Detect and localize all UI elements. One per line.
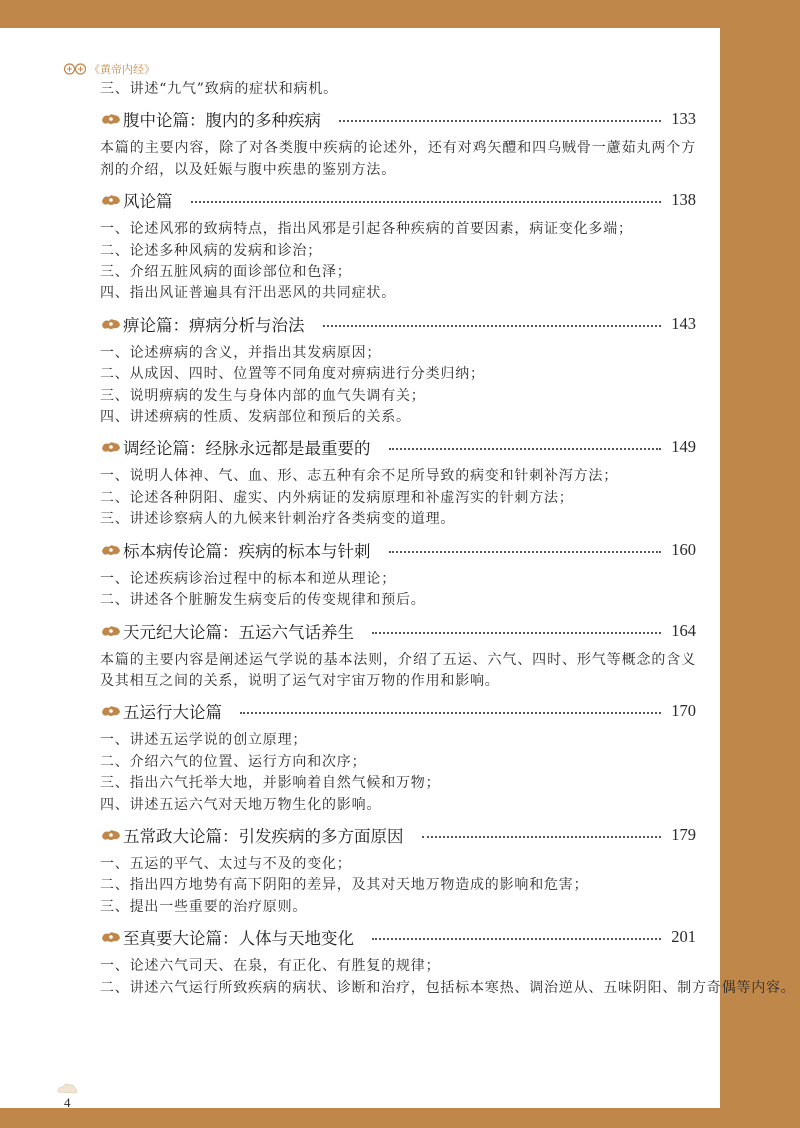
toc-entry-point: 一、说明人体神、气、血、形、志五种有余不足所导致的病变和针刺补泻方法； [100, 468, 618, 485]
cloud-bullet-icon [101, 318, 121, 330]
cloud-bullet-icon [101, 194, 121, 206]
toc-content [100, 79, 796, 999]
toc-entry-point: 一、论述疾病诊治过程中的标本和逆从理论； [100, 570, 396, 587]
toc-entry-title: 痹论篇：痹病分析与治法 [123, 315, 305, 335]
running-head [64, 61, 155, 77]
toc-entry-point: 四、指出风证普遍具有汗出恶风的共同症状。 [100, 285, 396, 302]
toc-entry-point: 二、从成因、四时、位置等不同角度对痹病进行分类归纳； [100, 366, 485, 383]
dot-leader [323, 325, 662, 327]
toc-entry-summary: 本篇的主要内容，除了对各类腹中疾病的论述外，还有对鸡矢醴和四乌贼骨一藘茹丸两个方剂的介绍，以及妊娠与腹中疾患的鉴别方法。 [100, 140, 696, 178]
toc-entry-page: 149 [671, 437, 696, 457]
toc-entry-title: 五运行大论篇 [123, 703, 222, 723]
toc-entry-point: 二、讲述六气运行所致疾病的病状、诊断和治疗，包括标本寒热、调治逆从、五味阴阳、制方奇偶等内容。 [100, 979, 796, 996]
dot-leader [389, 551, 662, 553]
toc-entry-heading[interactable] [101, 612, 696, 650]
toc-entry-page: 179 [671, 824, 696, 844]
toc-entry-heading[interactable] [101, 692, 696, 730]
cloud-bullet-icon [101, 441, 121, 453]
toc-entry-title: 天元纪大论篇：五运六气话养生 [123, 622, 354, 642]
toc-entry-point: 三、介绍五脏风病的面诊部位和色泽； [100, 264, 352, 281]
toc-entry-heading[interactable] [101, 918, 696, 956]
cloud-bullet-icon [101, 113, 121, 125]
toc-entry-title: 五常政大论篇：引发疾病的多方面原因 [123, 826, 404, 846]
cloud-bullet-icon [101, 931, 121, 943]
toc-sections [100, 100, 796, 999]
toc-entry-point: 二、指出四方地势有高下阴阳的差异，及其对天地万物造成的影响和危害； [100, 877, 589, 894]
toc-entry-point: 三、提出一些重要的治疗原则。 [100, 898, 308, 915]
toc-entry-page: 201 [671, 927, 696, 947]
toc-entry-title: 标本病传论篇：疾病的标本与针刺 [123, 541, 371, 561]
dot-leader [422, 836, 662, 838]
toc-entry-point: 一、论述风邪的致病特点，指出风邪是引起各种疾病的首要因素，病证变化多端； [100, 221, 633, 238]
toc-entry-point: 二、论述多种风病的发病和诊治； [100, 242, 322, 259]
toc-entry-point: 二、论述各种阴阳、虚实、内外病证的发病原理和补虚泻实的针刺方法； [100, 489, 574, 506]
toc-entry-summary: 本篇的主要内容是阐述运气学说的基本法则，介绍了五运、六气、四时、形气等概念的含义及其相互之间的关系，说明了运气对宇宙万物的作用和影响。 [100, 651, 696, 689]
cloud-bullet-icon [101, 625, 121, 637]
toc-entry-point: 四、讲述五运六气对天地万物生化的影响。 [100, 796, 382, 813]
toc-entry-title: 至真要大论篇：人体与天地变化 [123, 929, 354, 949]
toc-entry-heading[interactable] [101, 100, 696, 138]
toc-entry-point: 四、讲述痹病的性质、发病部位和预后的关系。 [100, 409, 411, 426]
toc-entry-point: 一、论述六气司天、在泉，有正化、有胜复的规律； [100, 958, 441, 975]
toc-entry-page: 160 [671, 539, 696, 559]
dot-leader [372, 938, 661, 940]
dot-leader [191, 201, 662, 203]
cloud-bullet-icon [101, 544, 121, 556]
book-page [0, 28, 796, 1110]
dot-leader [240, 712, 661, 714]
toc-entry-point: 三、讲述诊察病人的九候来针刺治疗各类病变的道理。 [100, 511, 456, 528]
toc-entry-point: 一、讲述五运学说的创立原理； [100, 732, 308, 749]
toc-entry-page: 143 [671, 313, 696, 333]
toc-entry-page: 133 [671, 109, 696, 129]
intro-line: 三、讲述“九气”致病的症状和病机。 [100, 81, 338, 97]
toc-entry-point: 二、介绍六气的位置、运行方向和次序； [100, 753, 367, 770]
toc-entry-page: 170 [671, 701, 696, 721]
toc-entry-heading[interactable] [101, 181, 696, 219]
toc-entry-page: 164 [671, 620, 696, 640]
cloud-bullet-icon [101, 705, 121, 717]
running-head-title: 《黄帝内经》 [89, 63, 155, 76]
page-number: 4 [64, 1095, 71, 1110]
toc-entry-heading[interactable] [101, 531, 696, 569]
dot-leader [389, 448, 662, 450]
dot-leader [339, 120, 661, 122]
toc-entry-point: 一、论述痹病的含义，并指出其发病原因； [100, 344, 382, 361]
toc-entry-heading[interactable] [101, 816, 696, 854]
toc-entry-page: 138 [671, 190, 696, 210]
toc-entry-point: 三、指出六气托举大地，并影响着自然气候和万物； [100, 775, 441, 792]
toc-entry-title: 腹中论篇：腹内的多种疾病 [123, 111, 321, 131]
toc-entry-point: 一、五运的平气、太过与不及的变化； [100, 855, 352, 872]
toc-entry-heading[interactable] [101, 305, 696, 343]
dot-leader [372, 632, 661, 634]
book-logo-icon [64, 63, 86, 75]
toc-entry-heading[interactable] [101, 428, 696, 466]
cloud-bullet-icon [101, 829, 121, 841]
toc-entry-title: 调经论篇：经脉永远都是最重要的 [123, 439, 371, 459]
toc-entry-title: 风论篇 [123, 192, 173, 212]
toc-entry-point: 三、说明痹病的发生与身体内部的血气失调有关； [100, 387, 426, 404]
toc-entry-point: 二、讲述各个脏腑发生病变后的传变规律和预后。 [100, 592, 426, 609]
cloud-ornament-icon [56, 1082, 78, 1096]
